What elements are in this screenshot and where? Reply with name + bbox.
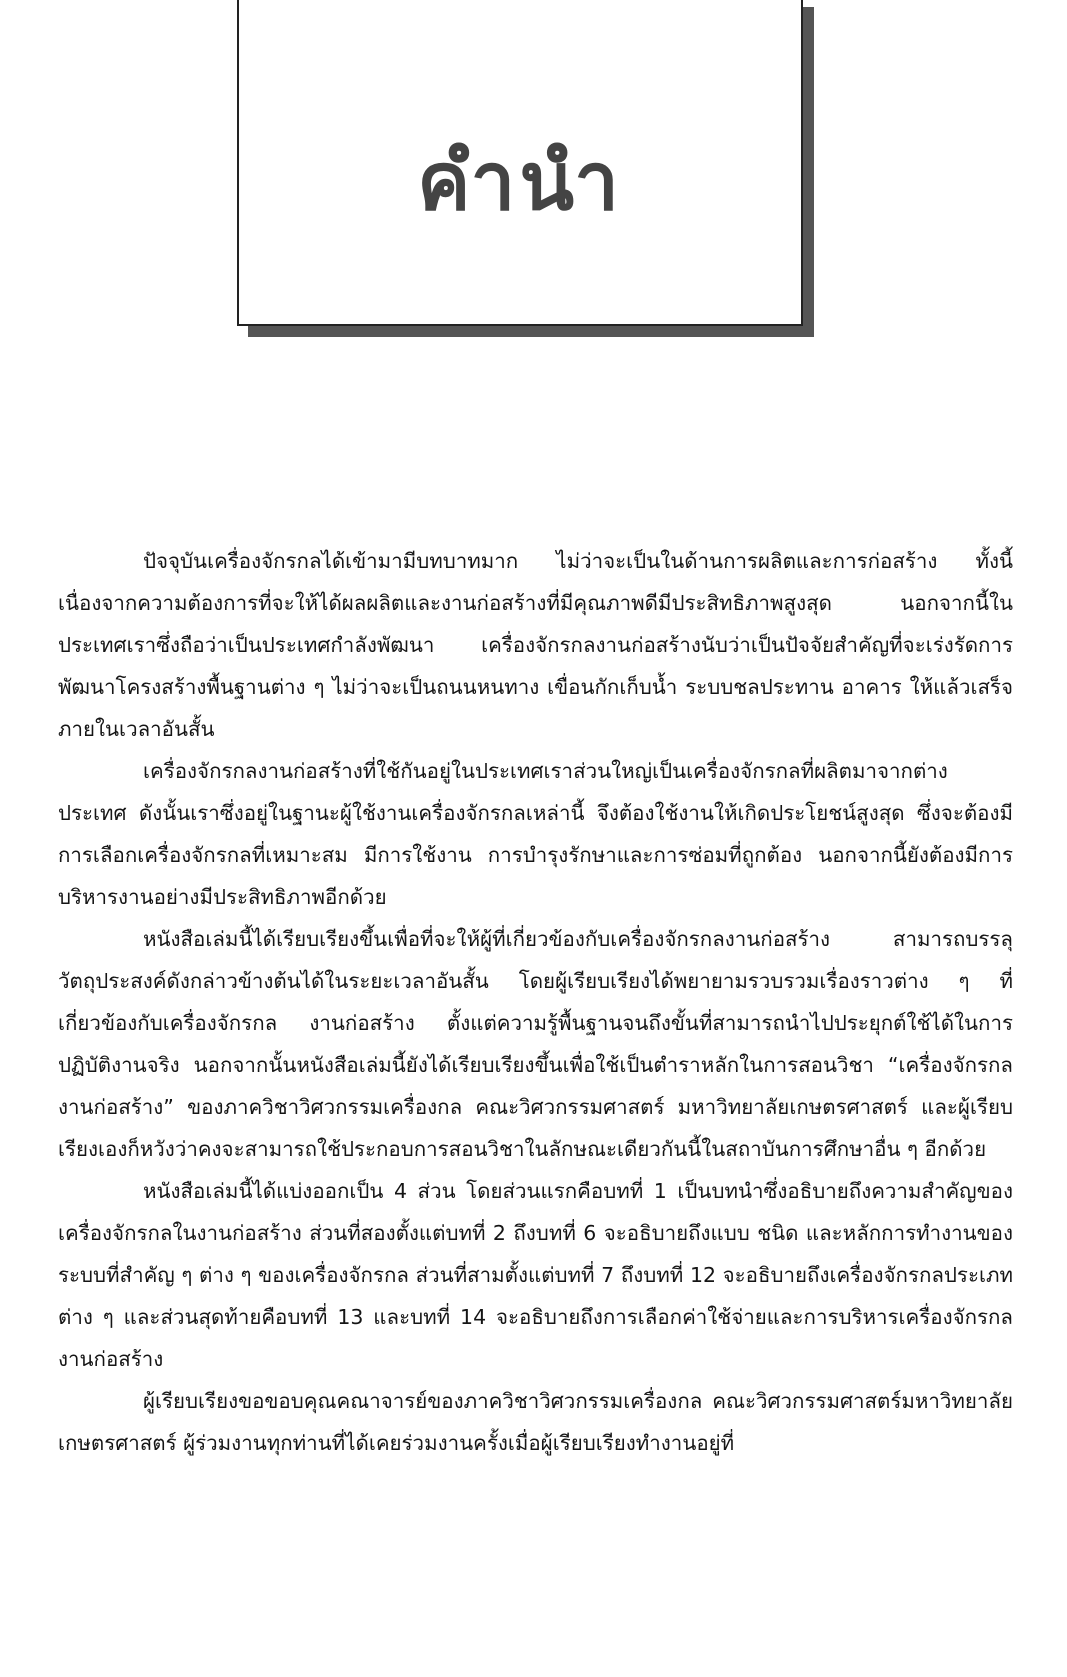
paragraph: ผู้เรียบเรียงขอขอบคุณคณาจารย์ของภาควิชาวิศวกรรมเครื่องกล คณะวิศวกรรมศาสตร์มหาวิทยาลัยเกษตรศาสตร์ ผู้ร่วมงานทุกท่านที่ได้เคยร่วมงานครั้งเมื่อผู้เรียบเรียงทำงานอยู่ที่ bbox=[58, 1389, 1013, 1455]
body-text bbox=[58, 540, 1013, 1464]
title-box bbox=[237, 0, 803, 326]
paragraph: หนังสือเล่มนี้ได้แบ่งออกเป็น 4 ส่วน โดยส่วนแรกคือบทที่ 1 เป็นบทนำซึ่งอธิบายถึงความสำคัญของเครื่องจักรกลในงานก่อสร้าง ส่วนที่สองตั้งแต่บทที่ 2 ถึงบทที่ 6 จะอธิบายถึงแบบ ชนิด และหลักการทำงานของระบบที่สำคัญ ๆ ต่าง ๆ ของเครื่องจักรกล ส่วนที่สามตั้งแต่บทที่ 7 ถึงบทที่ 12 จะอธิบายถึงเครื่องจักรกลประเภทต่าง ๆ และส่วนสุดท้ายคือบทที่ 13 และบทที่ 14 จะอธิบายถึงการเลือกค่าใช้จ่ายและการบริหารเครื่องจักรกลงานก่อสร้าง bbox=[58, 1179, 1013, 1371]
paragraph: ปัจจุบันเครื่องจักรกลได้เข้ามามีบทบาทมาก ไม่ว่าจะเป็นในด้านการผลิตและการก่อสร้าง ทั้งนี้เนื่องจากความต้องการที่จะให้ได้ผลผลิตและงานก่อสร้างที่มีคุณภาพดีมีประสิทธิภาพสูงสุด นอกจากนี้ในประเทศเราซึ่งถือว่าเป็นประเทศกำลังพัฒนา เครื่องจักรกลงานก่อสร้างนับว่าเป็นปัจจัยสำคัญที่จะเร่งรัดการพัฒนาโครงสร้างพื้นฐานต่าง ๆ ไม่ว่าจะเป็นถนนหนทาง เขื่อนกักเก็บน้ำ ระบบชลประทาน อาคาร ให้แล้วเสร็จภายในเวลาอันสั้น bbox=[58, 549, 1013, 741]
paragraph: หนังสือเล่มนี้ได้เรียบเรียงขึ้นเพื่อที่จะให้ผู้ที่เกี่ยวข้องกับเครื่องจักรกลงานก่อสร้าง สามารถบรรลุวัตถุประสงค์ดังกล่าวข้างต้นได้ในระยะเวลาอันสั้น โดยผู้เรียบเรียงได้พยายามรวบรวมเรื่องราวต่าง ๆ ที่เกี่ยวข้องกับเครื่องจักรกล งานก่อสร้าง ตั้งแต่ความรู้พื้นฐานจนถึงขั้นที่สามารถนำไปประยุกต์ใช้ได้ในการปฏิบัติงานจริง นอกจากนั้นหนังสือเล่มนี้ยังได้เรียบเรียงขึ้นเพื่อใช้เป็นตำราหลักในการสอนวิชา “เครื่องจักรกลงานก่อสร้าง” ของภาควิชาวิศวกรรมเครื่องกล คณะวิศวกรรมศาสตร์ มหาวิทยาลัยเกษตรศาสตร์ และผู้เรียบเรียงเองก็หวังว่าคงจะสามารถใช้ประกอบการสอนวิชาในลักษณะเดียวกันนี้ในสถาบันการศึกษาอื่น ๆ อีกด้วย bbox=[58, 927, 1013, 1161]
paragraph: เครื่องจักรกลงานก่อสร้างที่ใช้กันอยู่ในประเทศเราส่วนใหญ่เป็นเครื่องจักรกลที่ผลิตมาจากต่างประเทศ ดังนั้นเราซึ่งอยู่ในฐานะผู้ใช้งานเครื่องจักรกลเหล่านี้ จึงต้องใช้งานให้เกิดประโยชน์สูงสุด ซึ่งจะต้องมีการเลือกเครื่องจักรกลที่เหมาะสม มีการใช้งาน การบำรุงรักษาและการซ่อมที่ถูกต้อง นอกจากนี้ยังต้องมีการบริหารงานอย่างมีประสิทธิภาพอีกด้วย bbox=[58, 759, 1013, 909]
page-title: คำนำ bbox=[416, 135, 624, 228]
